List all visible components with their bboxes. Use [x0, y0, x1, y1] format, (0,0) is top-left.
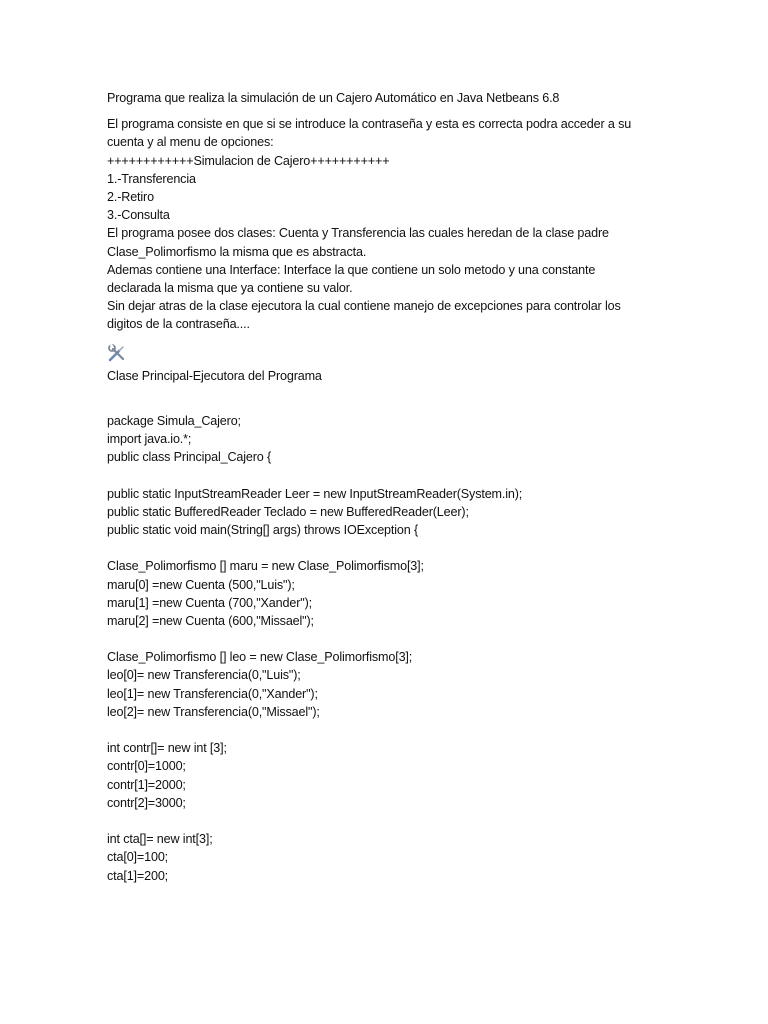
intro-line: digitos de la contraseña....: [107, 317, 250, 332]
section-heading: Clase Principal-Ejecutora del Programa: [107, 369, 322, 384]
code-line: leo[0]= new Transferencia(0,"Luis");: [107, 668, 301, 683]
document-content: [107, 89, 667, 885]
code-block: [107, 412, 667, 885]
spacer: [107, 404, 667, 412]
document-title: Programa que realiza la simulación de un Cajero Automático en Java Netbeans 6.8: [107, 91, 560, 105]
code-line: public static BufferedReader Teclado = new BufferedReader(Leer);: [107, 504, 469, 519]
code-line: leo[2]= new Transferencia(0,"Missael");: [107, 704, 320, 719]
code-line: Clase_Polimorfismo [] leo = new Clase_Polimorfismo[3];: [107, 650, 413, 665]
code-line: [107, 812, 667, 830]
intro-line: 1.-Transferencia: [107, 171, 196, 186]
tools-icon: [107, 343, 127, 363]
intro-line: declarada la misma que ya contiene su valor.: [107, 280, 353, 295]
intro-line: El programa posee dos clases: Cuenta y Transferencia las cuales heredan de la clase padre: [107, 226, 609, 241]
code-line: package Simula_Cajero;: [107, 413, 241, 428]
code-line: Clase_Polimorfismo [] maru = new Clase_Polimorfismo[3];: [107, 559, 424, 574]
code-line: [107, 466, 667, 484]
code-line: public static InputStreamReader Leer = new InputStreamReader(System.in);: [107, 486, 523, 501]
code-line: int cta[]= new int[3];: [107, 832, 213, 847]
code-line: cta[1]=200;: [107, 868, 169, 883]
code-line: [107, 539, 667, 557]
intro-line: El programa consiste en que si se introduce la contraseña y esta es correcta podra acceder a su: [107, 117, 632, 132]
code-line: maru[0] =new Cuenta (500,"Luis");: [107, 577, 295, 592]
code-line: public class Principal_Cajero {: [107, 450, 272, 465]
code-line: leo[1]= new Transferencia(0,"Xander");: [107, 686, 318, 701]
icon-row: [107, 333, 667, 367]
code-line: maru[1] =new Cuenta (700,"Xander");: [107, 595, 312, 610]
code-line: cta[0]=100;: [107, 850, 169, 865]
code-line: maru[2] =new Cuenta (600,"Missael");: [107, 613, 314, 628]
code-line: public static void main(String[] args) throws IOException {: [107, 522, 419, 537]
spacer: [107, 107, 667, 115]
spacer: [107, 386, 667, 404]
intro-paragraph: [107, 115, 667, 333]
intro-line: Sin dejar atras de la clase ejecutora la cual contiene manejo de excepciones para controlar los: [107, 299, 621, 314]
intro-line: Ademas contiene una Interface: Interface la que contiene un solo metodo y una constante: [107, 262, 596, 277]
intro-line: cuenta y al menu de opciones:: [107, 135, 274, 150]
intro-line: 3.-Consulta: [107, 208, 170, 223]
intro-line: ++++++++++++Simulacion de Cajero+++++++++++: [107, 153, 390, 168]
code-line: [107, 630, 667, 648]
code-line: int contr[]= new int [3];: [107, 741, 227, 756]
code-line: contr[0]=1000;: [107, 759, 186, 774]
code-line: [107, 721, 667, 739]
code-line: contr[1]=2000;: [107, 777, 186, 792]
intro-line: 2.-Retiro: [107, 189, 154, 204]
code-line: contr[2]=3000;: [107, 795, 186, 810]
intro-line: Clase_Polimorfismo la misma que es abstracta.: [107, 244, 367, 259]
code-line: import java.io.*;: [107, 432, 192, 446]
